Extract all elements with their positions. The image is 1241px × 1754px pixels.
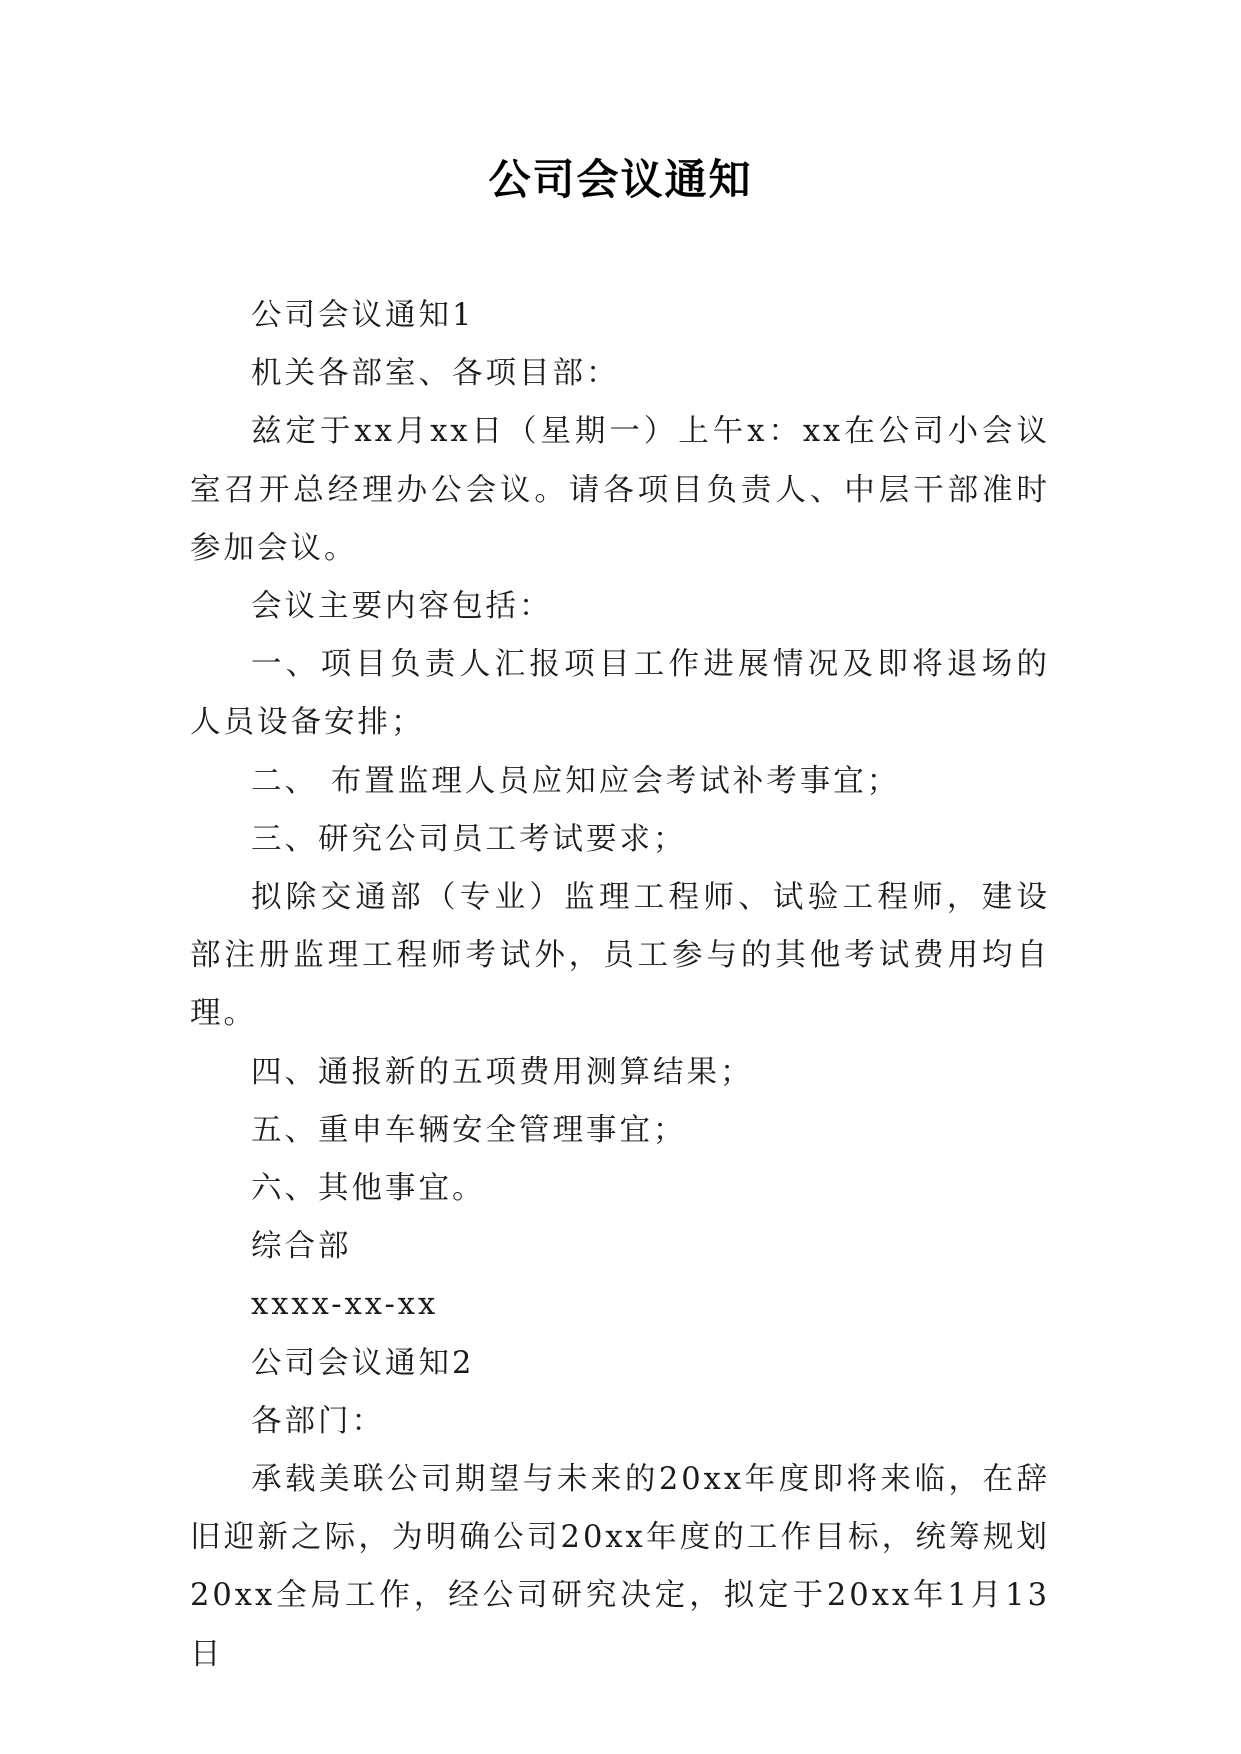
notice-1-item-2: 二、 布置监理人员应知应会考试补考事宜； bbox=[251, 763, 901, 799]
notice-1-meeting-info: 兹定于xx月xx日（星期一）上午x：xx在公司小会议室召开总经理办公会议。请各项目负责人、中层干部准时参加会议。 bbox=[190, 414, 1050, 566]
notice-2-heading: 公司会议通知2 bbox=[251, 1345, 475, 1381]
notice-1-date: xxxx-xx-xx bbox=[251, 1287, 439, 1323]
document-title: 公司会议通知 bbox=[488, 155, 753, 204]
notice-1-addressee: 机关各部室、各项目部： bbox=[251, 356, 620, 392]
notice-1-item-3: 三、研究公司员工考试要求； bbox=[251, 821, 687, 857]
notice-1-item-3-detail: 拟除交通部（专业）监理工程师、试验工程师，建设部注册监理工程师考试外，员工参与的其他考试费用均自理。 bbox=[190, 880, 1050, 1032]
notice-2-addressee: 各部门： bbox=[251, 1403, 385, 1439]
notice-1-item-1: 一、项目负责人汇报项目工作进展情况及即将退场的人员设备安排； bbox=[190, 647, 1050, 741]
notice-1-item-5: 五、重申车辆安全管理事宜； bbox=[251, 1112, 687, 1148]
notice-1-content-intro: 会议主要内容包括： bbox=[251, 589, 553, 625]
notice-2-body: 承载美联公司期望与未来的20xx年度即将来临，在辞旧迎新之际，为明确公司20xx年度的工作目标，统筹规划20xx全局工作，经公司研究决定，拟定于20xx年1月13日 bbox=[190, 1462, 1050, 1672]
notice-1-signature: 综合部 bbox=[251, 1229, 352, 1265]
document-body bbox=[190, 287, 1050, 1684]
notice-1-item-6: 六、其他事宜。 bbox=[251, 1171, 486, 1207]
notice-1-item-4: 四、通报新的五项费用测算结果； bbox=[251, 1054, 754, 1090]
notice-1-heading: 公司会议通知1 bbox=[251, 298, 475, 333]
